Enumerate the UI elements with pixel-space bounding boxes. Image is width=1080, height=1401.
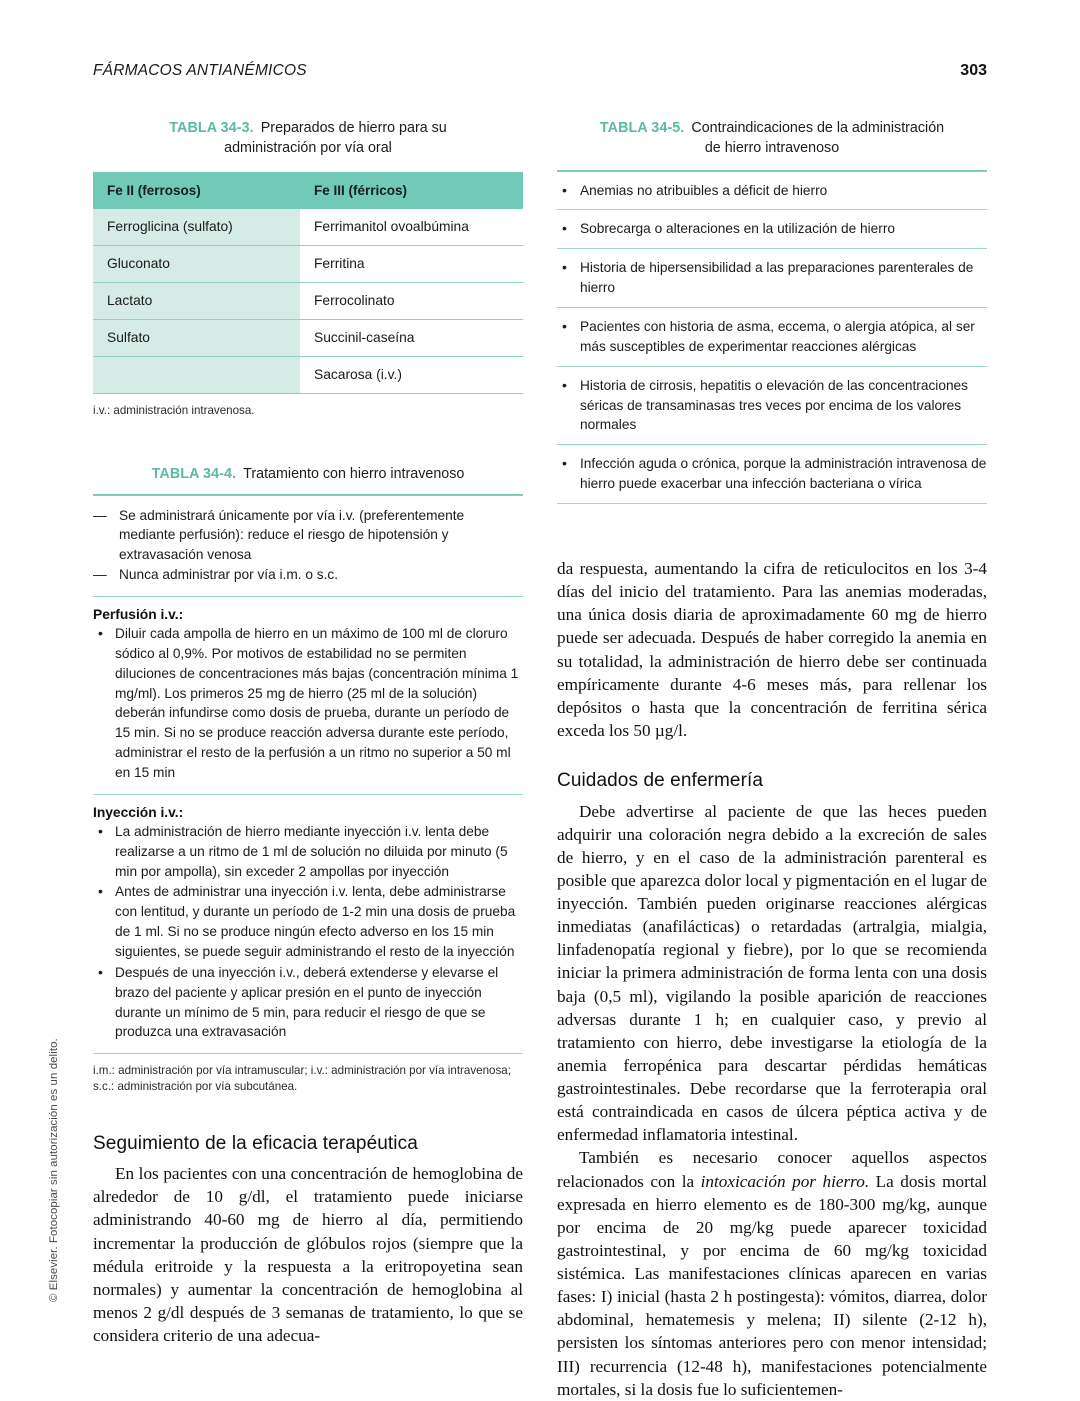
table-cell-fe3: Ferrimanitol ovoalbúmina — [300, 209, 523, 246]
table-34-5-title-line1: Contraindicaciones de la administración — [691, 120, 945, 136]
table-cell-fe3: Ferritina — [300, 245, 523, 282]
page-number: 303 — [960, 62, 987, 79]
list-item-text: Anemias no atribuibles a déficit de hierro — [580, 182, 828, 198]
table-34-4-caption — [93, 464, 523, 484]
table-34-3-footnote: i.v.: administración intravenosa. — [93, 403, 255, 417]
table-34-4-title: Tratamiento con hierro intravenoso — [243, 466, 465, 483]
list-item-text: Se administrará únicamente por vía i.v. (preferentemente mediante perfusión): reduce el riesgo de hipotensión y extravasación venosa — [119, 507, 465, 563]
table-34-3-caption — [93, 118, 523, 159]
table-cell-fe2 — [93, 356, 300, 393]
bullet-marker: • — [562, 181, 567, 198]
table-row — [93, 245, 523, 282]
perfusion-heading: Perfusión i.v.: — [93, 606, 184, 622]
table-34-3-col-header-2: Fe III (férricos) — [300, 172, 523, 209]
table-cell-fe3: Sacarosa (i.v.) — [300, 356, 523, 393]
list-item — [93, 565, 523, 585]
bullet-marker: • — [562, 455, 567, 472]
list-item — [557, 249, 987, 308]
divider — [93, 794, 523, 795]
table-cell-fe3: Ferrocolinato — [300, 282, 523, 319]
table-cell-fe2: Ferroglicina (sulfato) — [93, 209, 300, 246]
table-34-3-title-line2: administración por vía oral — [224, 140, 392, 157]
table-row — [93, 319, 523, 356]
list-item-text: Diluir cada ampolla de hierro en un máximo de 100 ml de cloruro sódico al 0,9%. Por motivos de estabilidad no se permiten diluciones de concentraciones más bajas (concentración mínima 1 mg/ml). Los primeros 25 mg de hierro (25 ml de la solución) deberán infundirse como dosis de prueba, durante un período de 15 min. Si no se produce reacción adversa durante este período, administrar el resto de la perfusión a un ritmo no superior a 50 ml en 15 min — [115, 625, 519, 780]
table-34-5-number: TABLA 34-5. — [599, 120, 685, 136]
table-34-4 — [93, 464, 523, 1094]
list-item-text: La administración de hierro mediante inyección i.v. lenta debe realizarse a un ritmo de 1 ml de solución no diluida por minuto (5 min por ampolla), sin exceder 2 ampollas por inyección — [115, 823, 508, 879]
list-item-text: Infección aguda o crónica, porque la administración intravenosa de hierro puede exacerbar una infección bacteriana o vírica — [580, 456, 987, 492]
list-item — [93, 506, 523, 566]
list-item — [557, 170, 987, 211]
table-34-5-list — [557, 170, 987, 504]
section-heading-cuidados: Cuidados de enfermería — [557, 770, 764, 792]
list-item — [93, 822, 523, 882]
list-item — [557, 367, 987, 446]
list-item-text: Pacientes con historia de asma, eccema, o alergia atópica, al ser más susceptibles de experimentar reacciones alérgicas — [580, 319, 975, 354]
dash-marker: — — [93, 567, 107, 583]
left-column — [93, 118, 523, 1347]
running-head — [93, 62, 987, 84]
list-item-text: Sobrecarga o alteraciones en la utilización de hierro — [580, 221, 895, 237]
table-34-5-title-line2: de hierro intravenoso — [704, 140, 840, 157]
table-cell-fe2: Lactato — [93, 282, 300, 319]
table-cell-fe2: Sulfato — [93, 319, 300, 356]
paragraph-continued: da respuesta, aumentando la cifra de reticulocitos en los 3-4 días del inicio del tratamiento. Para las anemias moderadas, una única dosis diaria de aproximadamente 60 mg de hierro puede ser adecuada. Después de haber corregido la anemia en su totalidad, la administración de hierro debe ser continuada empíricamente durante 4-6 meses más, para rellenar los depósitos o hasta que la concentración de ferritina sérica exceda los 50 µg/l. — [557, 559, 987, 740]
paragraph: Debe advertirse al paciente de que las heces pueden adquirir una coloración negra debido a la excreción de sales de hierro, y en el caso de la administración parenteral es posible que aparezca dolor local y pigmentación en el lugar de inyección. También pueden originarse reacciones alérgicas inmediatas (anafilácticas) o retardadas (artralgia, mialgia, linfadenopatía regional y fiebre), por lo que se recomienda iniciar la primera administración de forma lenta con una dosis baja (0,5 ml), vigilando la posible aparición de reacciones adversas durante 1 h; en cualquier caso, y previo al tratamiento con hierro, debe investigarse la etiología de la anemia ferropénica para descartar pérdidas hemáticas gastrointestinales. Debe recordarse que la ferroterapia oral está contraindicada en casos de úlcera péptica activa y de enfermedad inflamatoria intestinal. — [557, 801, 987, 1145]
perfusion-list — [93, 624, 523, 794]
table-34-5 — [557, 118, 987, 504]
table-34-3-number: TABLA 34-3. — [169, 120, 254, 136]
list-item — [557, 308, 987, 367]
divider — [93, 596, 523, 597]
table-row — [93, 209, 523, 246]
paragraph-text-before-italic: También es necesario conocer aquellos aspectos relacionados con la — [557, 1148, 987, 1191]
inyeccion-heading: Inyección i.v.: — [93, 804, 184, 820]
list-item-text: Antes de administrar una inyección i.v. lenta, debe administrarse con lentitud, y durante un período de 1-2 min una dosis de prueba de 1 ml. Si no se produce ningún efecto adverso en los 15 min siguientes, se puede seguir administrando el resto de la inyección — [115, 884, 516, 959]
running-head-title: FÁRMACOS ANTIANÉMICOS — [93, 62, 307, 79]
bullet-marker: • — [98, 883, 103, 900]
table-34-5-caption — [557, 118, 987, 159]
list-item-text: Después de una inyección i.v., deberá extenderse y elevarse el brazo del paciente y aplicar presión en el punto de inyección durante un mínimo de 5 min, para reducir el riesgo de que se produzca una extravasación — [115, 964, 499, 1040]
table-34-4-number: TABLA 34-4. — [151, 466, 237, 483]
bullet-marker: • — [98, 963, 103, 980]
table-row — [93, 356, 523, 393]
bullet-marker: • — [562, 259, 567, 276]
list-item-text: Nunca administrar por vía i.m. o s.c. — [119, 567, 339, 583]
list-item — [557, 445, 987, 504]
bullet-marker: • — [562, 220, 567, 237]
table-34-3-grid — [93, 172, 523, 394]
bullet-marker: • — [562, 318, 567, 335]
table-34-3-title-line1: Preparados de hierro para su — [260, 120, 447, 136]
copyright-notice: © Elsevier. Fotocopiar sin autorización es un delito. — [48, 1038, 60, 1302]
list-item — [93, 882, 523, 961]
list-item — [93, 963, 523, 1042]
list-item-text: Historia de hipersensibilidad a las preparaciones parenterales de hierro — [580, 260, 974, 296]
list-item-text: Historia de cirrosis, hepatitis o elevación de las concentraciones séricas de transaminasas tres veces por encima de los valores normales — [580, 377, 969, 433]
table-34-3-col-header-1: Fe II (ferrosos) — [93, 172, 300, 209]
section-heading-seguimiento: Seguimiento de la eficacia terapéutica — [93, 1132, 418, 1154]
list-item — [557, 210, 987, 249]
paragraph: En los pacientes con una concentración de hemoglobina de alrededor de 10 g/dl, el tratamiento puede iniciarse administrando 40-60 mg de hierro al día, permitiendo incrementar la producción de glóbulos rojos (siempre que la médula eritroide y la respuesta a la eritropoyetina sean normales) y aumentar la concentración de hemoglobina al menos 2 g/dl después de 3 semanas de tratamiento, lo que se considera criterio de una adecua- — [93, 1164, 523, 1345]
inyeccion-list — [93, 822, 523, 1053]
left-body-text — [93, 1131, 523, 1348]
table-cell-fe3: Succinil-caseína — [300, 319, 523, 356]
table-34-4-footnote: i.m.: administración por vía intramuscular; i.v.: administración por vía intravenosa; s.c.: administración por vía subcutánea. — [93, 1064, 511, 1093]
paragraph-text-after-italic: La dosis mortal expresada en hierro elemento es de 180-300 mg/kg, aunque por encima de 20 mg/kg puede aparecer toxicidad gastrointestinal, y por encima de 60 mg/kg toxicidad sistémica. Las manifestaciones clínicas aparecen en varias fases: I) inicial (hasta 2 h postingesta): vómitos, diarrea, dolor abdominal, hematemesis y melena; II) silente (2-12 h), persisten los síntomas anteriores pero con menor intensidad; III) recurrencia (12-48 h), manifestaciones potencialmente mortales, si la dosis fue lo suficientemen- — [557, 1171, 987, 1399]
table-34-3 — [93, 118, 523, 418]
bullet-marker: • — [98, 624, 103, 641]
right-column — [557, 118, 987, 1401]
table-34-4-dash-list — [93, 496, 523, 596]
dash-marker: — — [93, 507, 107, 523]
list-item — [93, 624, 523, 783]
italic-term: intoxicación por hierro. — [700, 1171, 870, 1191]
divider — [93, 1053, 523, 1054]
bullet-marker: • — [562, 376, 567, 393]
paragraph-intoxicacion — [557, 1146, 987, 1400]
bullet-marker: • — [98, 822, 103, 839]
table-row — [93, 282, 523, 319]
table-cell-fe2: Gluconato — [93, 245, 300, 282]
right-body-text — [557, 557, 987, 1401]
table-34-3-header-row — [93, 172, 523, 209]
